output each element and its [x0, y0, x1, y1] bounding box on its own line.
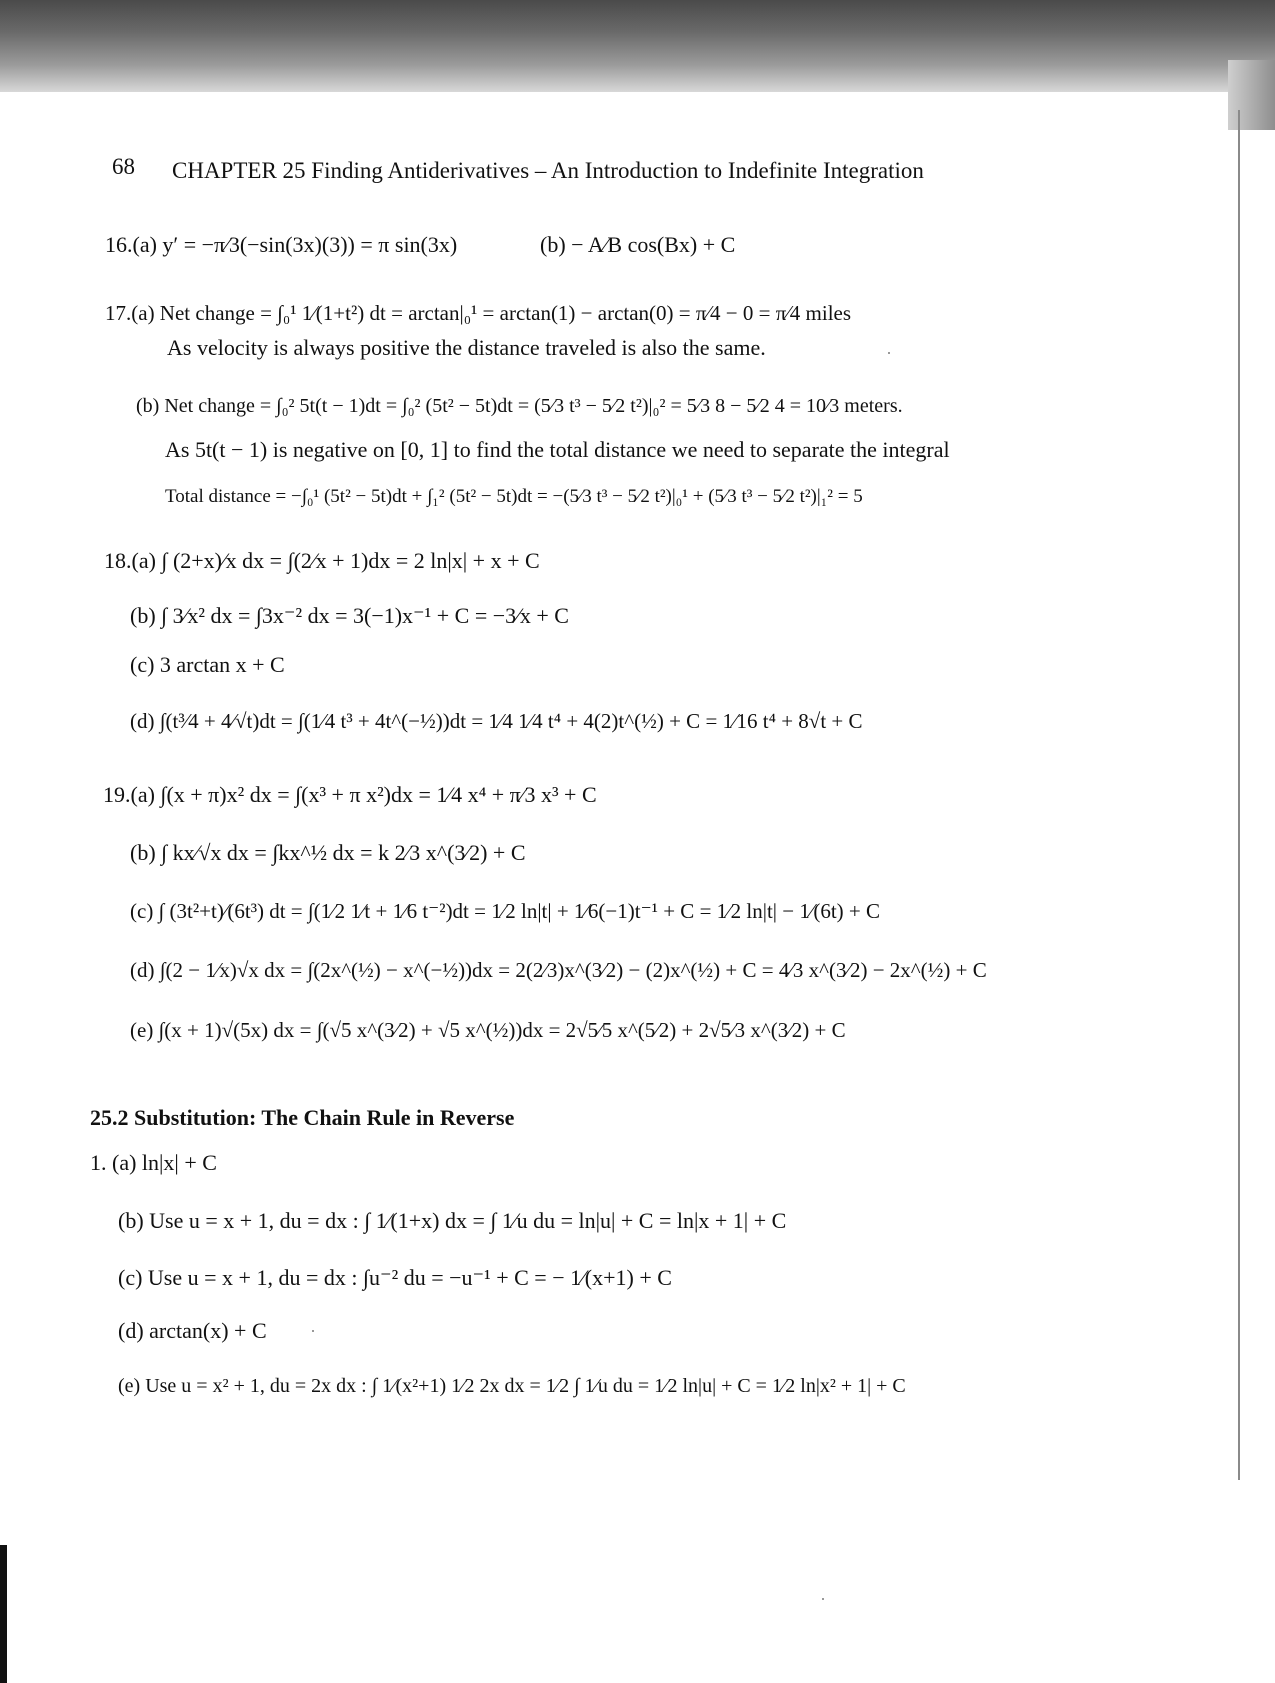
problem-17b-total: Total distance = −∫₀¹ (5t² − 5t)dt + ∫₁² (5t² − 5t)dt = −(5⁄3 t³ − 5⁄2 t²)|₀¹ + (5⁄3 t³ − 5⁄2 t²)|₁² = 5: [165, 486, 863, 507]
problem-17a: 17.(a) Net change = ∫₀¹ 1⁄(1+t²) dt = arctan|₀¹ = arctan(1) − arctan(0) = π⁄4 − 0 = π⁄4 miles: [105, 301, 852, 325]
problem-19e: (e) ∫(x + 1)√(5x) dx = ∫(√5 x^(3⁄2) + √5 x^(½))dx = 2√5⁄5 x^(5⁄2) + 2√5⁄3 x^(3⁄2) + C: [130, 1018, 846, 1042]
section-item-1a: 1. (a) ln|x| + C: [90, 1150, 217, 1175]
problem-16a: 16.(a) y′ = −π⁄3(−sin(3x)(3)) = π sin(3x): [105, 232, 458, 257]
problem-19b: (b) ∫ kx⁄√x dx = ∫kx^½ dx = k 2⁄3 x^(3⁄2) + C: [130, 840, 526, 865]
scan-speck: [312, 1330, 314, 1332]
problem-18c: (c) 3 arctan x + C: [130, 652, 285, 677]
section-item-1e: (e) Use u = x² + 1, du = 2x dx : ∫ 1⁄(x²+1) 1⁄2 2x dx = 1⁄2 ∫ 1⁄u du = 1⁄2 ln|u| + C = 1⁄2 ln|x² + 1| + C: [118, 1375, 906, 1397]
problem-19a: 19.(a) ∫(x + π)x² dx = ∫(x³ + π x²)dx = 1⁄4 x⁴ + π⁄3 x³ + C: [103, 782, 597, 807]
section-item-1d: (d) arctan(x) + C: [118, 1318, 267, 1343]
section-item-1c: (c) Use u = x + 1, du = dx : ∫u⁻² du = −u⁻¹ + C = − 1⁄(x+1) + C: [118, 1265, 672, 1290]
scan-binding-edge: [0, 1545, 7, 1683]
scan-speck: [888, 352, 890, 354]
chapter-title: CHAPTER 25 Finding Antiderivatives – An Introduction to Indefinite Integration: [172, 158, 924, 183]
problem-18a: 18.(a) ∫ (2+x)⁄x dx = ∫(2⁄x + 1)dx = 2 ln|x| + x + C: [104, 548, 540, 573]
section-title: 25.2 Substitution: The Chain Rule in Reverse: [90, 1105, 515, 1130]
problem-18b: (b) ∫ 3⁄x² dx = ∫3x⁻² dx = 3(−1)x⁻¹ + C = −3⁄x + C: [130, 603, 569, 628]
scan-page-fold: [1228, 60, 1275, 130]
problem-17a-note: As velocity is always positive the distance traveled is also the same.: [167, 335, 766, 360]
problem-19c: (c) ∫ (3t²+t)⁄(6t³) dt = ∫(1⁄2 1⁄t + 1⁄6 t⁻²)dt = 1⁄2 ln|t| + 1⁄6(−1)t⁻¹ + C = 1⁄2 ln|t| − 1⁄(6t) + C: [130, 899, 881, 923]
page-number: 68: [112, 154, 135, 179]
problem-19d: (d) ∫(2 − 1⁄x)√x dx = ∫(2x^(½) − x^(−½))dx = 2(2⁄3)x^(3⁄2) − (2)x^(½) + C = 4⁄3 x^(3⁄2) − 2x^(½) + C: [130, 958, 987, 982]
problem-16b: (b) − A⁄B cos(Bx) + C: [540, 232, 736, 257]
section-item-1b: (b) Use u = x + 1, du = dx : ∫ 1⁄(1+x) dx = ∫ 1⁄u du = ln|u| + C = ln|x + 1| + C: [118, 1208, 787, 1233]
scan-shadow-top: [0, 0, 1275, 92]
problem-17b-note: As 5t(t − 1) is negative on [0, 1] to find the total distance we need to separate the integral: [165, 437, 950, 462]
scan-speck: [822, 1598, 824, 1600]
problem-18d: (d) ∫(t³⁄4 + 4⁄√t)dt = ∫(1⁄4 t³ + 4t^(−½))dt = 1⁄4 1⁄4 t⁴ + 4(2)t^(½) + C = 1⁄16 t⁴ + 8√t + C: [130, 709, 863, 733]
page-edge-line: [1238, 110, 1240, 1480]
problem-17b: (b) Net change = ∫₀² 5t(t − 1)dt = ∫₀² (5t² − 5t)dt = (5⁄3 t³ − 5⁄2 t²)|₀² = 5⁄3 8 − 5⁄2 4 = 10⁄3 meters.: [136, 395, 903, 417]
